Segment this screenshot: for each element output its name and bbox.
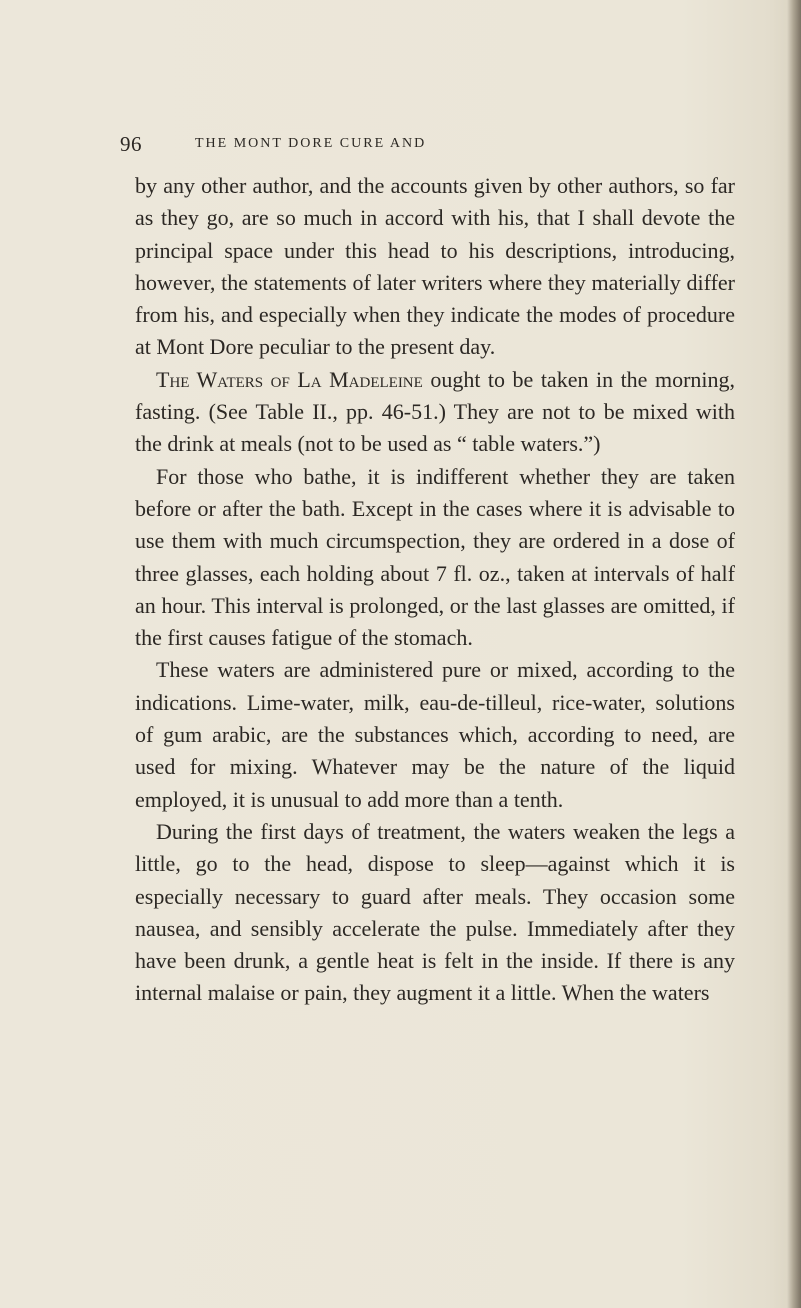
section-lead: The Waters of La Madeleine	[156, 366, 423, 392]
paragraph-text: by any other author, and the accounts given by other authors, so far as they go, are so much in accord with his, that I shall devote the principal space under this head to his descriptions, introducing, however, the statements of later writers where they materially differ from his, and especially when they indicate the modes of procedure at Mont Dore peculiar to the present day.	[135, 173, 735, 360]
paragraph	[135, 461, 735, 655]
running-head: THE MONT DORE CURE AND	[195, 136, 427, 151]
paragraph	[135, 364, 735, 461]
body-text	[135, 170, 735, 1010]
paragraph	[135, 170, 735, 364]
page-edge-shadow	[787, 0, 801, 1308]
paragraph	[135, 816, 735, 1010]
paragraph-text: For those who bathe, it is indifferent whether they are taken before or after the bath. Except in the cases where it is advisable to use them with much circumspection, they are ordered in a dose of three glasses, each holding about 7 fl. oz., taken at intervals of half an hour. This interval is prolonged, or the last glasses are omitted, if the first causes fatigue of the stomach.	[135, 463, 735, 651]
paragraph	[135, 654, 735, 815]
paragraph-text: These waters are administered pure or mixed, according to the indications. Lime-water, milk, eau-de-tilleul, rice-water, solutions of gum arabic, are the substances which, according to need, are used for mixing. Whatever may be the nature of the liquid employed, it is unusual to add more than a tenth.	[135, 657, 735, 812]
paragraph-text: During the first days of treatment, the waters weaken the legs a little, go to the head, dispose to sleep—against which it is especially necessary to guard after meals. They occasion some nausea, and sensibly accelerate the pulse. Immediately after they have been drunk, a gentle heat is felt in the inside. If there is any internal malaise or pain, they augment it a little. When the waters	[135, 818, 735, 1006]
page-header	[120, 132, 740, 162]
paragraph-text: ought to be taken in the morning, fasting. (See Table II., pp. 46-51.) They are not to be mixed with the drink at meals (not to be used as “ table waters.”)	[135, 366, 736, 457]
page-number: 96	[120, 132, 142, 156]
